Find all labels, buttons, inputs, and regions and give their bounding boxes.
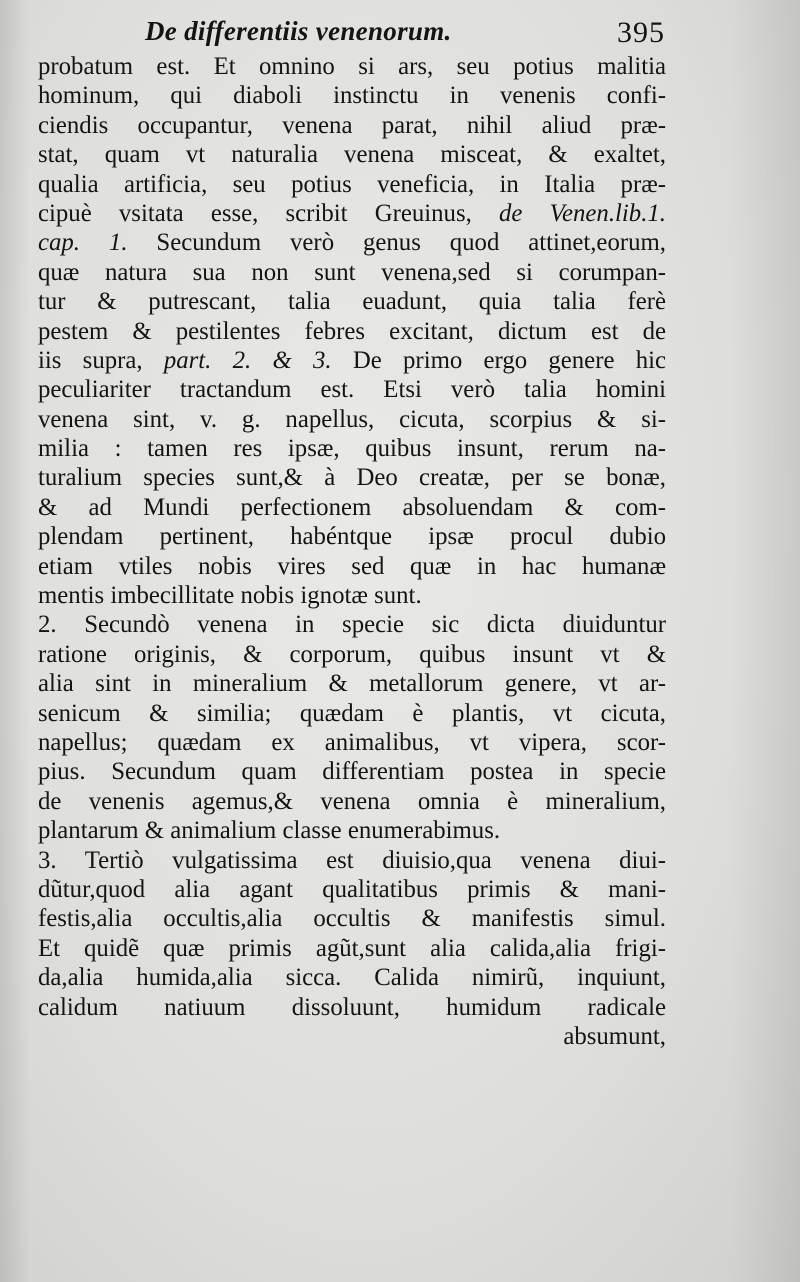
text-line bbox=[38, 846, 666, 875]
text-line bbox=[38, 787, 666, 816]
line-text: calidum natiuum dissoluunt, humidum radicale bbox=[38, 993, 666, 1021]
italic-reference: cap. 1. bbox=[38, 229, 128, 257]
text-line bbox=[38, 522, 666, 551]
text-line bbox=[38, 816, 666, 845]
line-text: stat, quam vt naturalia venena misceat, & exaltet, bbox=[38, 141, 666, 169]
text-line bbox=[38, 610, 666, 639]
line-text: cipuè vsitata esse, scribit Greuinus, bbox=[38, 199, 500, 227]
text-line bbox=[38, 346, 666, 375]
text-line bbox=[38, 552, 666, 581]
line-text: turalium species sunt,& à Deo creatæ, per se bonæ, bbox=[38, 464, 666, 492]
line-text: iis supra, bbox=[38, 346, 164, 374]
text-line bbox=[38, 581, 666, 610]
running-title: De differentiis venenorum. bbox=[145, 16, 452, 46]
text-line bbox=[38, 81, 666, 110]
text-line bbox=[38, 287, 666, 316]
line-text: venena sint, v. g. napellus, cicuta, scorpius & si- bbox=[38, 405, 666, 433]
line-text: 2. Secundò venena in specie sic dicta diuiduntur bbox=[38, 611, 666, 639]
line-text: Secundum verò genus quod attinet,eorum, bbox=[127, 229, 666, 257]
page-number: 395 bbox=[617, 16, 665, 49]
line-text: De primo ergo genere hic bbox=[331, 346, 666, 374]
text-line bbox=[38, 52, 666, 81]
text-line bbox=[38, 170, 666, 199]
text-line bbox=[38, 434, 666, 463]
line-text: absumunt, bbox=[563, 1022, 666, 1050]
page-header bbox=[40, 12, 665, 52]
text-line bbox=[38, 640, 666, 669]
text-line bbox=[38, 493, 666, 522]
line-text: mentis imbecillitate nobis ignotæ sunt. bbox=[38, 582, 422, 610]
line-text: de venenis agemus,& venena omnia è mineralium, bbox=[38, 787, 666, 815]
text-line bbox=[38, 228, 666, 257]
line-text: festis,alia occultis,alia occultis & manifestis simul. bbox=[38, 905, 666, 933]
text-line bbox=[38, 317, 666, 346]
line-text: peculiariter tractandum est. Etsi verò talia homini bbox=[38, 376, 666, 404]
line-text: ratione originis, & corporum, quibus insunt vt & bbox=[38, 640, 666, 668]
line-text: qualia artificia, seu potius veneficia, in Italia præ- bbox=[38, 170, 666, 198]
body-text bbox=[38, 52, 666, 1051]
text-line bbox=[38, 875, 666, 904]
line-text: hominum, qui diaboli instinctu in venenis confi- bbox=[38, 82, 666, 110]
line-text: da,alia humida,alia sicca. Calida nimirũ, inquiunt, bbox=[38, 964, 666, 992]
line-text: Et quidẽ quæ primis agũt,sunt alia calida,alia frigi- bbox=[38, 934, 666, 962]
text-line bbox=[38, 258, 666, 287]
gutter-shadow bbox=[0, 0, 30, 1282]
line-text: etiam vtiles nobis vires sed quæ in hac humanæ bbox=[38, 552, 666, 580]
line-text: quæ natura sua non sunt venena,sed si corumpan- bbox=[38, 258, 666, 286]
line-text: pius. Secundum quam differentiam postea in specie bbox=[38, 758, 666, 786]
text-line bbox=[38, 669, 666, 698]
line-text: alia sint in mineralium & metallorum genere, vt ar- bbox=[38, 670, 666, 698]
text-line bbox=[38, 934, 666, 963]
text-line bbox=[38, 728, 666, 757]
line-text: senicum & similia; quædam è plantis, vt cicuta, bbox=[38, 699, 666, 727]
line-text: & ad Mundi perfectionem absoluendam & com- bbox=[38, 493, 666, 521]
line-text: plendam pertinent, habéntque ipsæ procul dubio bbox=[38, 523, 666, 551]
line-text: 3. Tertiò vulgatissima est diuisio,qua venena diui- bbox=[38, 846, 666, 874]
line-text: napellus; quædam ex animalibus, vt vipera, scor- bbox=[38, 728, 666, 756]
text-line bbox=[38, 699, 666, 728]
text-line bbox=[38, 963, 666, 992]
text-line bbox=[38, 111, 666, 140]
line-text: probatum est. Et omnino si ars, seu potius malitia bbox=[38, 53, 666, 80]
line-text: ciendis occupantur, venena parat, nihil aliud præ- bbox=[38, 111, 666, 139]
text-line bbox=[38, 904, 666, 933]
text-line bbox=[38, 375, 666, 404]
text-line bbox=[38, 757, 666, 786]
line-text: tur & putrescant, talia euadunt, quia talia ferè bbox=[38, 288, 666, 316]
italic-reference: de Venen.lib.1. bbox=[499, 199, 666, 227]
text-line bbox=[38, 199, 666, 228]
text-line bbox=[38, 405, 666, 434]
italic-reference: part. 2. & 3. bbox=[163, 346, 332, 374]
text-line bbox=[38, 463, 666, 492]
text-line bbox=[38, 993, 666, 1022]
text-line bbox=[38, 1022, 666, 1051]
line-text: dũtur,quod alia agant qualitatibus primis & mani- bbox=[38, 875, 666, 903]
text-line bbox=[38, 140, 666, 169]
line-text: milia : tamen res ipsæ, quibus insunt, rerum na- bbox=[38, 435, 666, 463]
line-text: pestem & pestilentes febres excitant, dictum est de bbox=[38, 317, 666, 345]
line-text: plantarum & animalium classe enumerabimus. bbox=[38, 817, 501, 845]
page-edge-shadow bbox=[730, 0, 800, 1282]
